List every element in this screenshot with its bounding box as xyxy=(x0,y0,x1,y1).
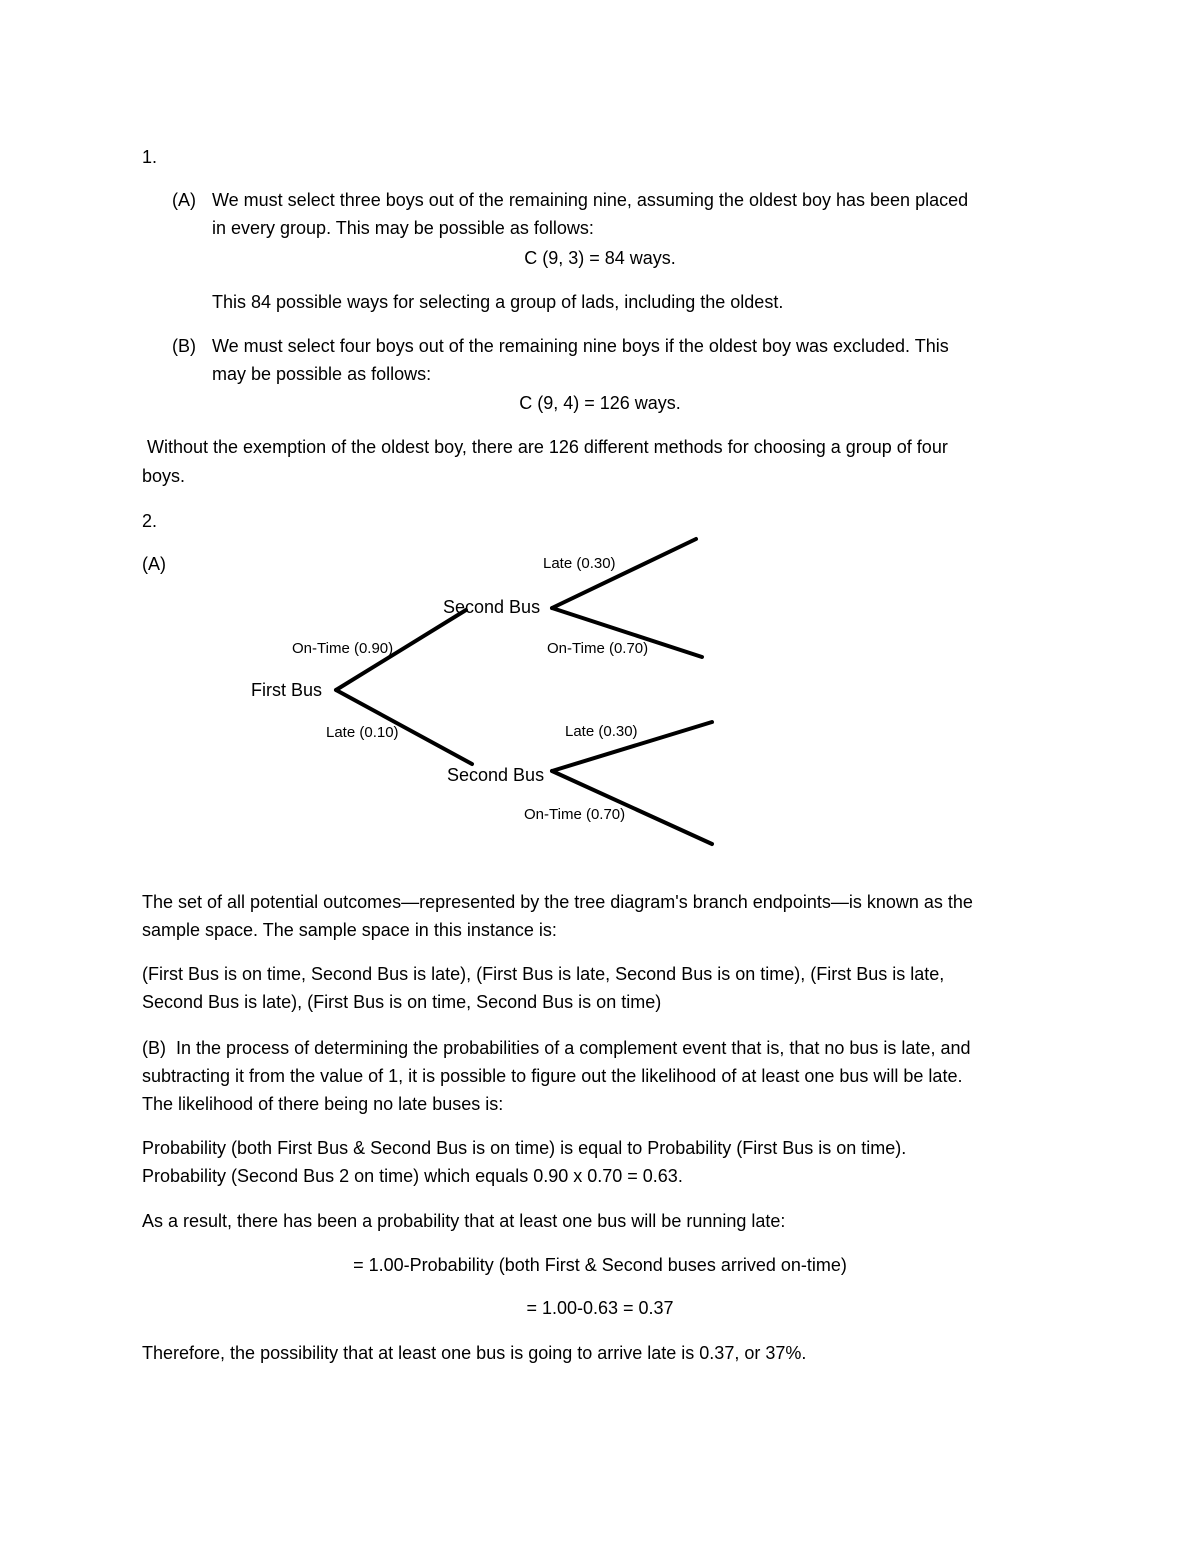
q1-conclusion-line2: boys. xyxy=(142,466,186,486)
tree-label-root-ontime: On-Time (0.90) xyxy=(292,640,394,657)
q1-b-text-1: We must select four boys out of the remaining nine boys if the oldest boy was excluded. This xyxy=(212,336,949,356)
q1-b-marker: (B) xyxy=(172,336,196,356)
q1-a-result: This 84 possible ways for selecting a group of lads, including the oldest. xyxy=(212,292,784,312)
q1-a-text-1: We must select three boys out of the remaining nine, assuming the oldest boy has been placed xyxy=(212,190,969,210)
q2-b-text-1: In the process of determining the probabilities of a complement event that is, that no bus is late, and xyxy=(176,1038,971,1058)
q1-a-formula: C (9, 3) = 84 ways. xyxy=(524,248,676,268)
tree-label-upper-ontime: On-Time (0.70) xyxy=(547,640,649,657)
question-1-number: 1. xyxy=(142,147,158,167)
q2-prob-line2: Probability (Second Bus 2 on time) which equals 0.90 x 0.70 = 0.63. xyxy=(142,1166,683,1186)
tree-label-lower-ontime: On-Time (0.70) xyxy=(524,806,626,823)
q2-equation-2: = 1.00-0.63 = 0.37 xyxy=(526,1298,674,1318)
q1-a-marker: (A) xyxy=(172,190,196,210)
tree-label-upper-late: Late (0.30) xyxy=(543,555,616,572)
tree-root-node: First Bus xyxy=(251,680,323,700)
q1-a-line1 xyxy=(172,186,968,214)
tree-diagram xyxy=(0,520,1200,860)
q2-result-intro: As a result, there has been a probability that at least one bus will be running late: xyxy=(142,1211,786,1231)
q2-sample-space-line1: The set of all potential outcomes—represented by the tree diagram's branch endpoints—is known as the xyxy=(142,892,973,912)
q1-conclusion-line1: Without the exemption of the oldest boy, there are 126 different methods for choosing a group of four xyxy=(142,437,948,457)
q1-b-formula: C (9, 4) = 126 ways. xyxy=(519,393,681,413)
q2-b-line1 xyxy=(142,1034,970,1062)
q2-outcomes-line2: Second Bus is late), (First Bus is on time, Second Bus is on time) xyxy=(142,992,662,1012)
tree-label-root-late: Late (0.10) xyxy=(326,724,399,741)
tree-lower-node: Second Bus xyxy=(447,765,545,785)
q1-a-line2: in every group. This may be possible as follows: xyxy=(212,218,594,238)
tree-upper-node: Second Bus xyxy=(443,597,541,617)
q2-sample-space-line2: sample space. The sample space in this instance is: xyxy=(142,920,557,940)
q2-prob-line1: Probability (both First Bus & Second Bus is on time) is equal to Probability (First Bus is on time). xyxy=(142,1138,907,1158)
tree-label-lower-late: Late (0.30) xyxy=(565,723,638,740)
branch-upper-late xyxy=(552,539,696,608)
q1-b-line2: may be possible as follows: xyxy=(212,364,432,384)
q2-a-marker: (A) xyxy=(142,554,166,574)
q2-final-answer: Therefore, the possibility that at least one bus is going to arrive late is 0.37, or 37%. xyxy=(142,1343,807,1363)
q2-outcomes-line1: (First Bus is on time, Second Bus is late), (First Bus is late, Second Bus is on time), (First Bus is late, xyxy=(142,964,945,984)
q2-b-line3: The likelihood of there being no late buses is: xyxy=(142,1094,504,1114)
question-2-number: 2. xyxy=(142,511,158,531)
q2-b-line2: subtracting it from the value of 1, it is possible to figure out the likelihood of at least one bus will be late. xyxy=(142,1066,963,1086)
q2-b-marker: (B) xyxy=(142,1038,166,1058)
q1-b-line1 xyxy=(172,332,949,360)
q2-equation-1: = 1.00-Probability (both First & Second buses arrived on-time) xyxy=(353,1255,847,1275)
